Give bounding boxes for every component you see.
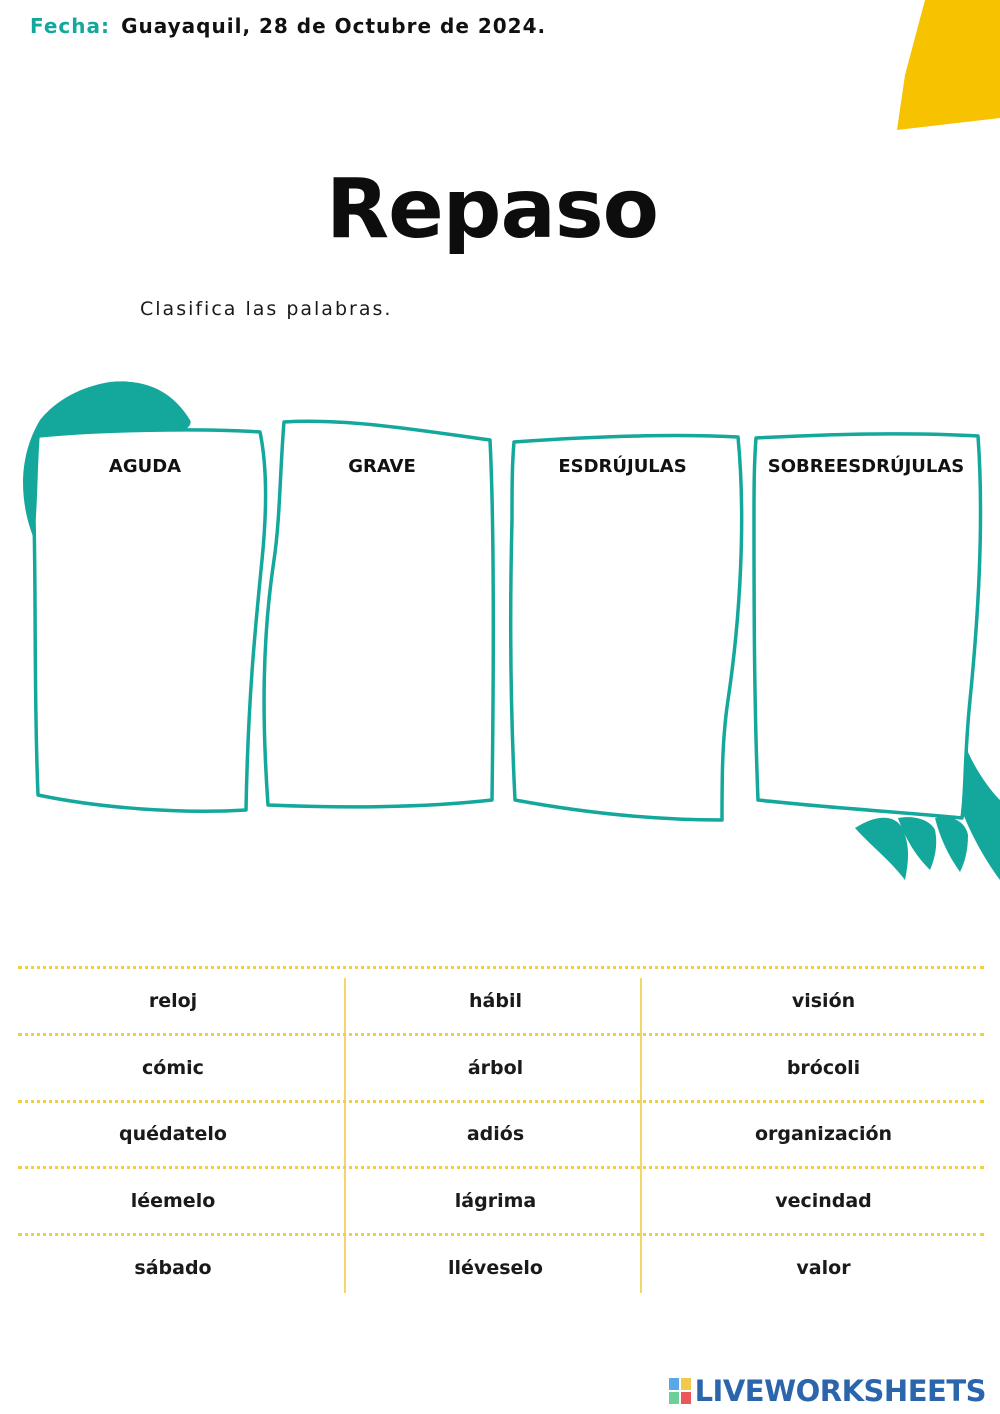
word-chip[interactable]: vecindad <box>775 1190 872 1213</box>
word-chip[interactable]: sábado <box>134 1257 212 1280</box>
category-heading-esdrujulas: ESDRÚJULAS <box>558 456 687 477</box>
word-chip[interactable]: adiós <box>466 1123 525 1146</box>
teal-leaf-shape <box>935 817 968 872</box>
word-chip[interactable]: reloj <box>148 989 198 1012</box>
drop-zone-aguda[interactable] <box>42 490 257 790</box>
page-title: Repaso <box>326 162 658 257</box>
drop-zone-sobreesdrujulas[interactable] <box>760 490 965 790</box>
word-chip[interactable]: lágrima <box>454 1190 537 1213</box>
instruction-text: Clasifica las palabras. <box>140 298 393 320</box>
word-row <box>18 1233 984 1300</box>
date-label: Fecha: <box>30 14 111 38</box>
liveworksheets-logo <box>669 1374 986 1408</box>
logo-text: LIVEWORKSHEETS <box>694 1374 986 1408</box>
word-chip[interactable]: brócoli <box>786 1056 861 1079</box>
word-chip[interactable]: visión <box>791 989 856 1012</box>
category-heading-sobreesdrujulas: SOBREESDRÚJULAS <box>767 456 965 477</box>
category-heading-grave: GRAVE <box>348 456 416 477</box>
yellow-corner-shape <box>897 0 1000 130</box>
category-heading-aguda: AGUDA <box>108 456 182 477</box>
word-row <box>18 1166 984 1233</box>
word-chip[interactable]: quédatelo <box>119 1123 227 1146</box>
logo-mark-icon <box>669 1378 691 1404</box>
word-chip[interactable]: árbol <box>467 1056 524 1079</box>
word-chip[interactable]: léemelo <box>130 1190 216 1213</box>
teal-leaf-shape <box>855 818 908 880</box>
word-chip[interactable]: cómic <box>142 1056 204 1079</box>
word-row <box>18 1033 984 1100</box>
word-bank <box>18 966 984 1300</box>
word-chip[interactable]: lléveselo <box>448 1257 543 1280</box>
word-chip[interactable]: hábil <box>469 989 522 1012</box>
drop-zone-esdrujulas[interactable] <box>518 490 723 790</box>
word-chip[interactable]: valor <box>796 1257 851 1280</box>
word-chip[interactable]: organización <box>754 1123 893 1146</box>
word-row <box>18 1100 984 1167</box>
date-value: Guayaquil, 28 de Octubre de 2024. <box>121 14 547 38</box>
word-row <box>18 966 984 1033</box>
drop-zone-grave[interactable] <box>278 490 483 790</box>
date-line <box>30 14 546 38</box>
